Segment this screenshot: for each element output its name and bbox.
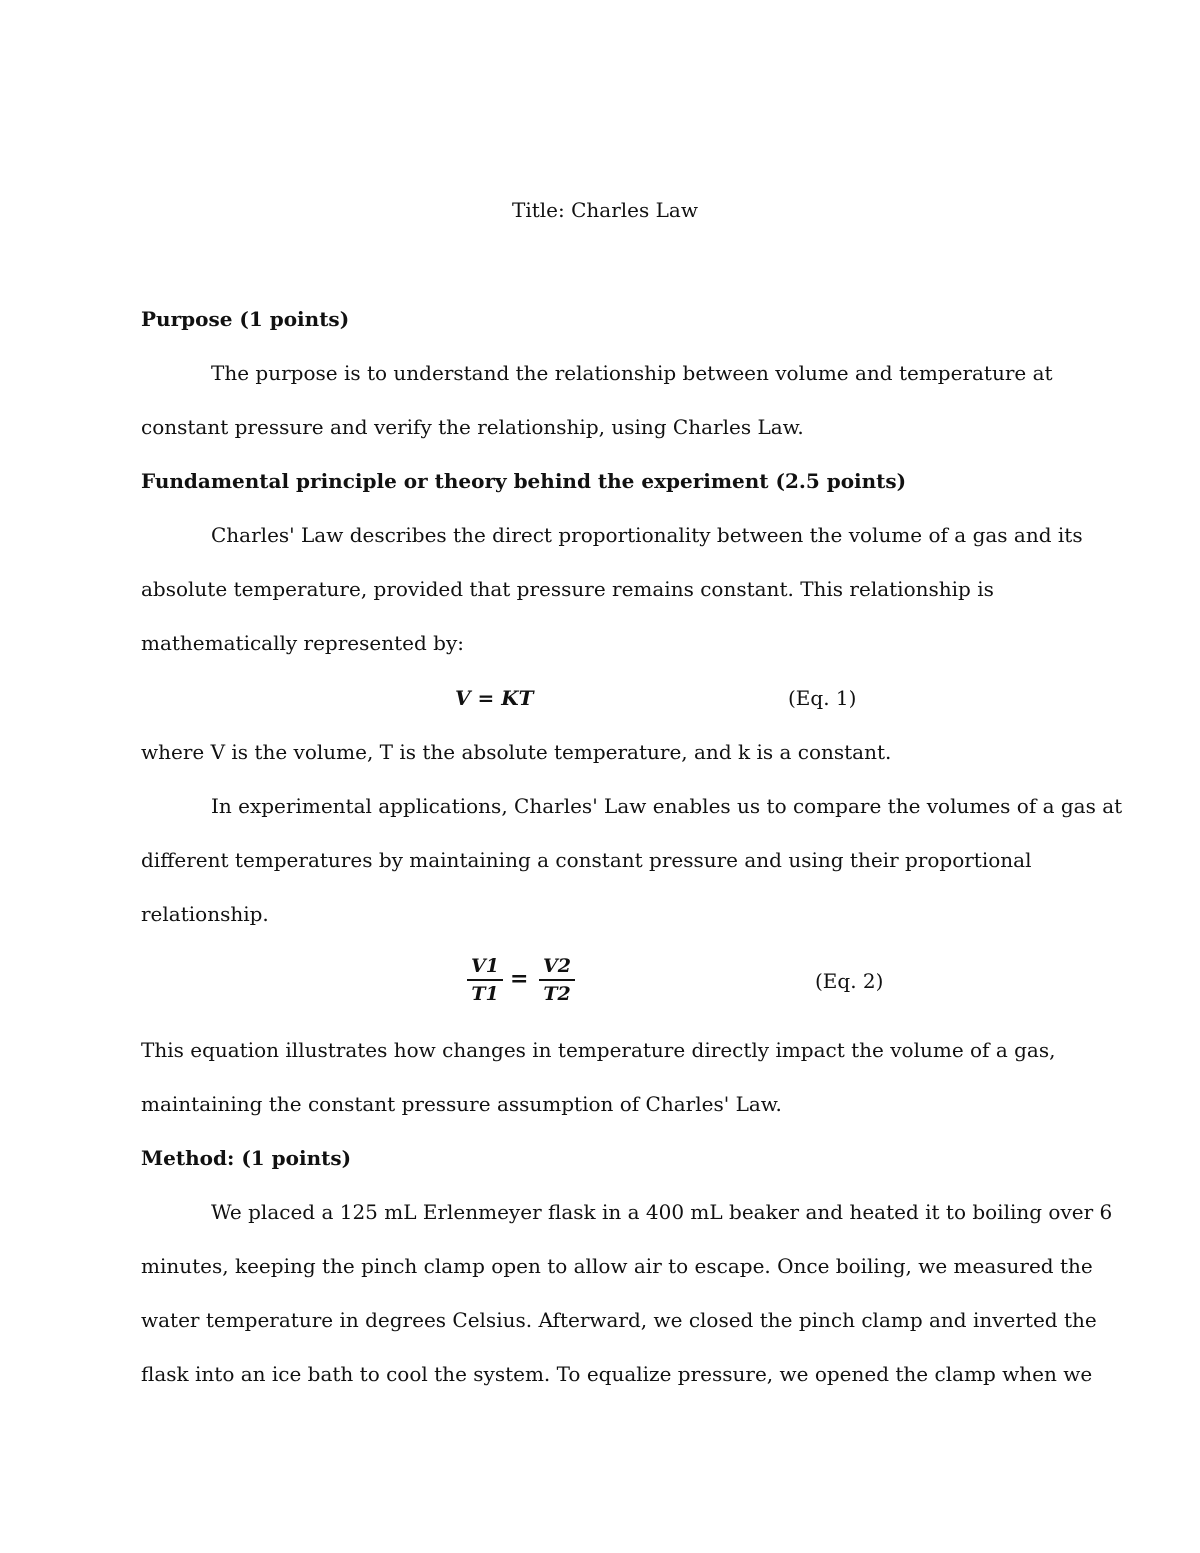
purpose-line-1: The purpose is to understand the relationship between volume and temperature at <box>211 361 1053 385</box>
method-line-4: flask into an ice bath to cool the system. To equalize pressure, we opened the clamp when we <box>141 1362 1093 1386</box>
method-line-3: water temperature in degrees Celsius. Afterward, we closed the pinch clamp and inverted the <box>141 1308 1097 1332</box>
principle-heading: Fundamental principle or theory behind the experiment (2.5 points) <box>141 469 907 493</box>
principle-para2-line-2: different temperatures by maintaining a constant pressure and using their proportional <box>141 848 1032 872</box>
method-line-1: We placed a 125 mL Erlenmeyer flask in a 400 mL beaker and heated it to boiling over 6 <box>211 1200 1113 1224</box>
fraction-left <box>465 955 505 1005</box>
principle-line-3: mathematically represented by: <box>141 631 464 655</box>
fraction-right-numerator: V2 <box>543 955 571 977</box>
equation-1-explanation: where V is the volume, T is the absolute temperature, and k is a constant. <box>141 740 892 764</box>
method-heading: Method: (1 points) <box>141 1146 352 1170</box>
fraction-left-bar <box>467 979 503 981</box>
principle-line-2: absolute temperature, provided that pressure remains constant. This relationship is <box>141 577 994 601</box>
purpose-heading: Purpose (1 points) <box>141 307 350 331</box>
fraction-right-bar <box>539 979 575 981</box>
fraction-left-numerator: V1 <box>471 955 499 977</box>
method-line-2: minutes, keeping the pinch clamp open to allow air to escape. Once boiling, we measured the <box>141 1254 1093 1278</box>
fraction-right <box>537 955 577 1005</box>
equation-2-explanation-line-1: This equation illustrates how changes in temperature directly impact the volume of a gas, <box>141 1038 1056 1062</box>
fraction-right-denominator: T2 <box>543 983 571 1005</box>
principle-para2-line-1: In experimental applications, Charles' Law enables us to compare the volumes of a gas at <box>211 794 1123 818</box>
equals-sign: = <box>510 966 529 992</box>
principle-para2-line-3: relationship. <box>141 902 269 926</box>
principle-line-1: Charles' Law describes the direct proportionality between the volume of a gas and its <box>211 523 1083 547</box>
equation-1: V = KT <box>455 686 534 710</box>
equation-2-explanation-line-2: maintaining the constant pressure assumption of Charles' Law. <box>141 1092 782 1116</box>
fraction-left-denominator: T1 <box>471 983 499 1005</box>
purpose-line-2: constant pressure and verify the relationship, using Charles Law. <box>141 415 804 439</box>
equation-1-label: (Eq. 1) <box>788 686 857 710</box>
document-title: Title: Charles Law <box>512 198 698 222</box>
equation-2-label: (Eq. 2) <box>815 969 884 993</box>
